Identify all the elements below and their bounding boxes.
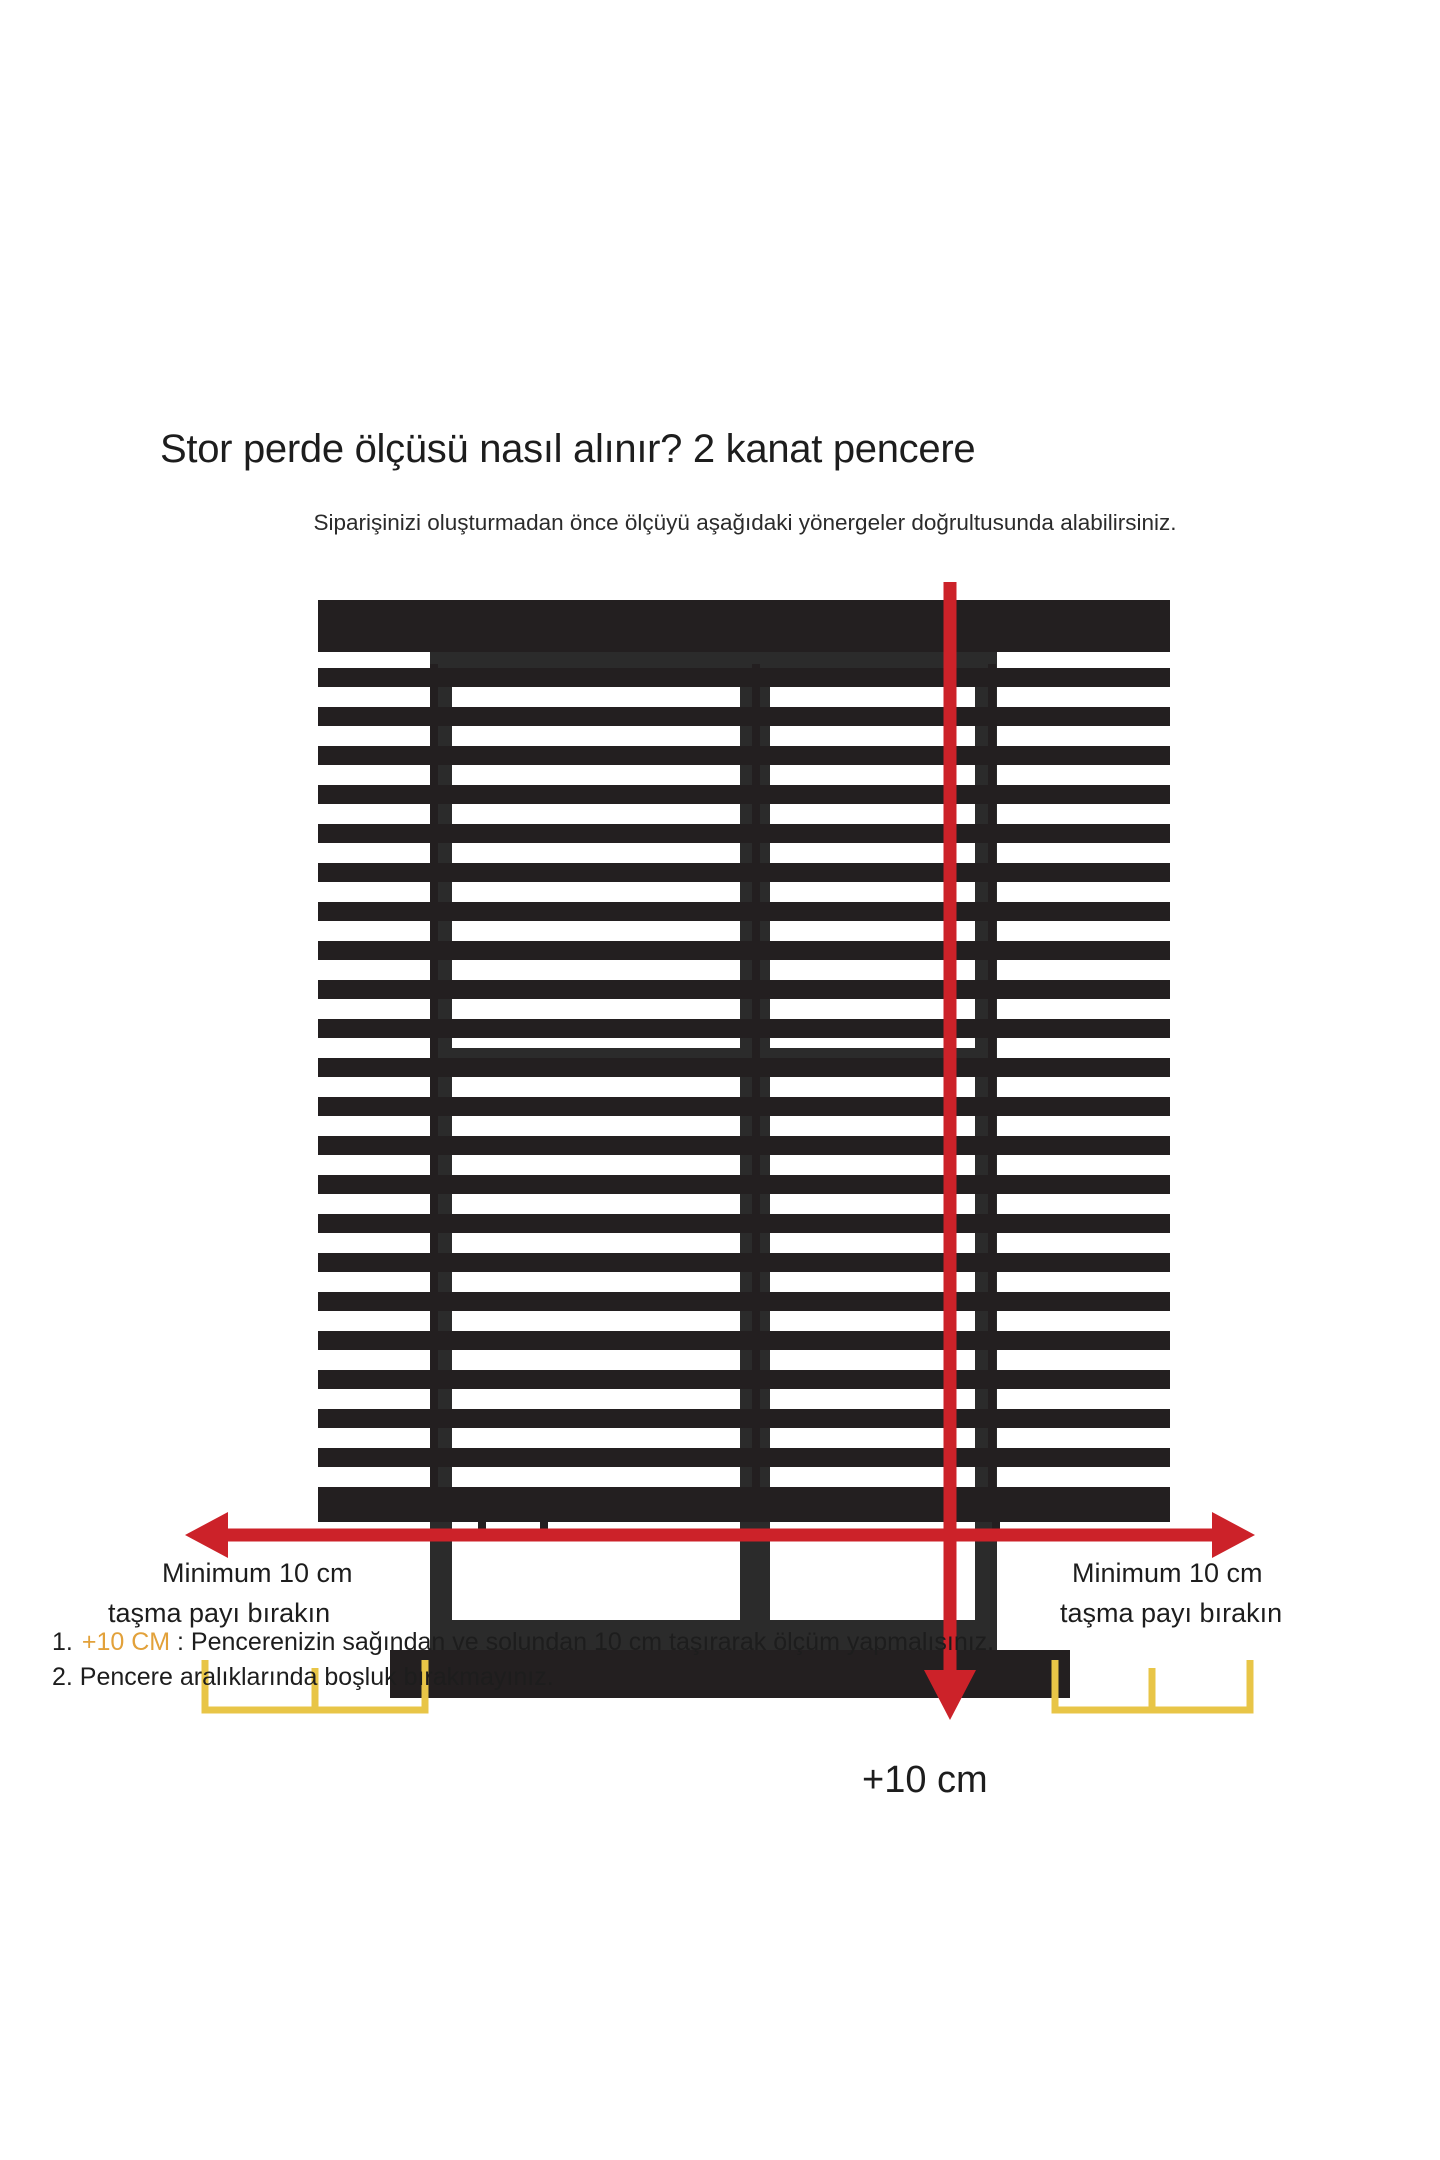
label-right-line2: taşma payı bırakın bbox=[1060, 1598, 1283, 1628]
instruction-1-accent: +10 CM bbox=[81, 1628, 171, 1656]
instruction-1-number: 1. bbox=[52, 1628, 73, 1656]
instruction-item-1 bbox=[52, 1625, 1402, 1660]
instruction-1-text: : Pencerenizin sağından ve solundan 10 cm taşırarak ölçüm yapmalısınız. bbox=[170, 1628, 995, 1656]
instructions-list bbox=[52, 1625, 1402, 1694]
page-title: Stor perde ölçüsü nasıl alınır? 2 kanat pencere bbox=[160, 426, 976, 471]
label-left-line2: taşma payı bırakın bbox=[108, 1598, 331, 1628]
label-left-line1: Minimum 10 cm bbox=[162, 1558, 353, 1588]
page-subtitle: Siparişinizi oluşturmadan önce ölçüyü aşağıdaki yönergeler doğrultusunda alabilirsiniz. bbox=[313, 509, 1177, 535]
label-right-line1: Minimum 10 cm bbox=[1072, 1558, 1263, 1588]
instruction-item-2: 2. Pencere aralıklarında boşluk bırakmayınız. bbox=[52, 1662, 554, 1691]
label-bottom-offset: +10 cm bbox=[862, 1759, 988, 1801]
